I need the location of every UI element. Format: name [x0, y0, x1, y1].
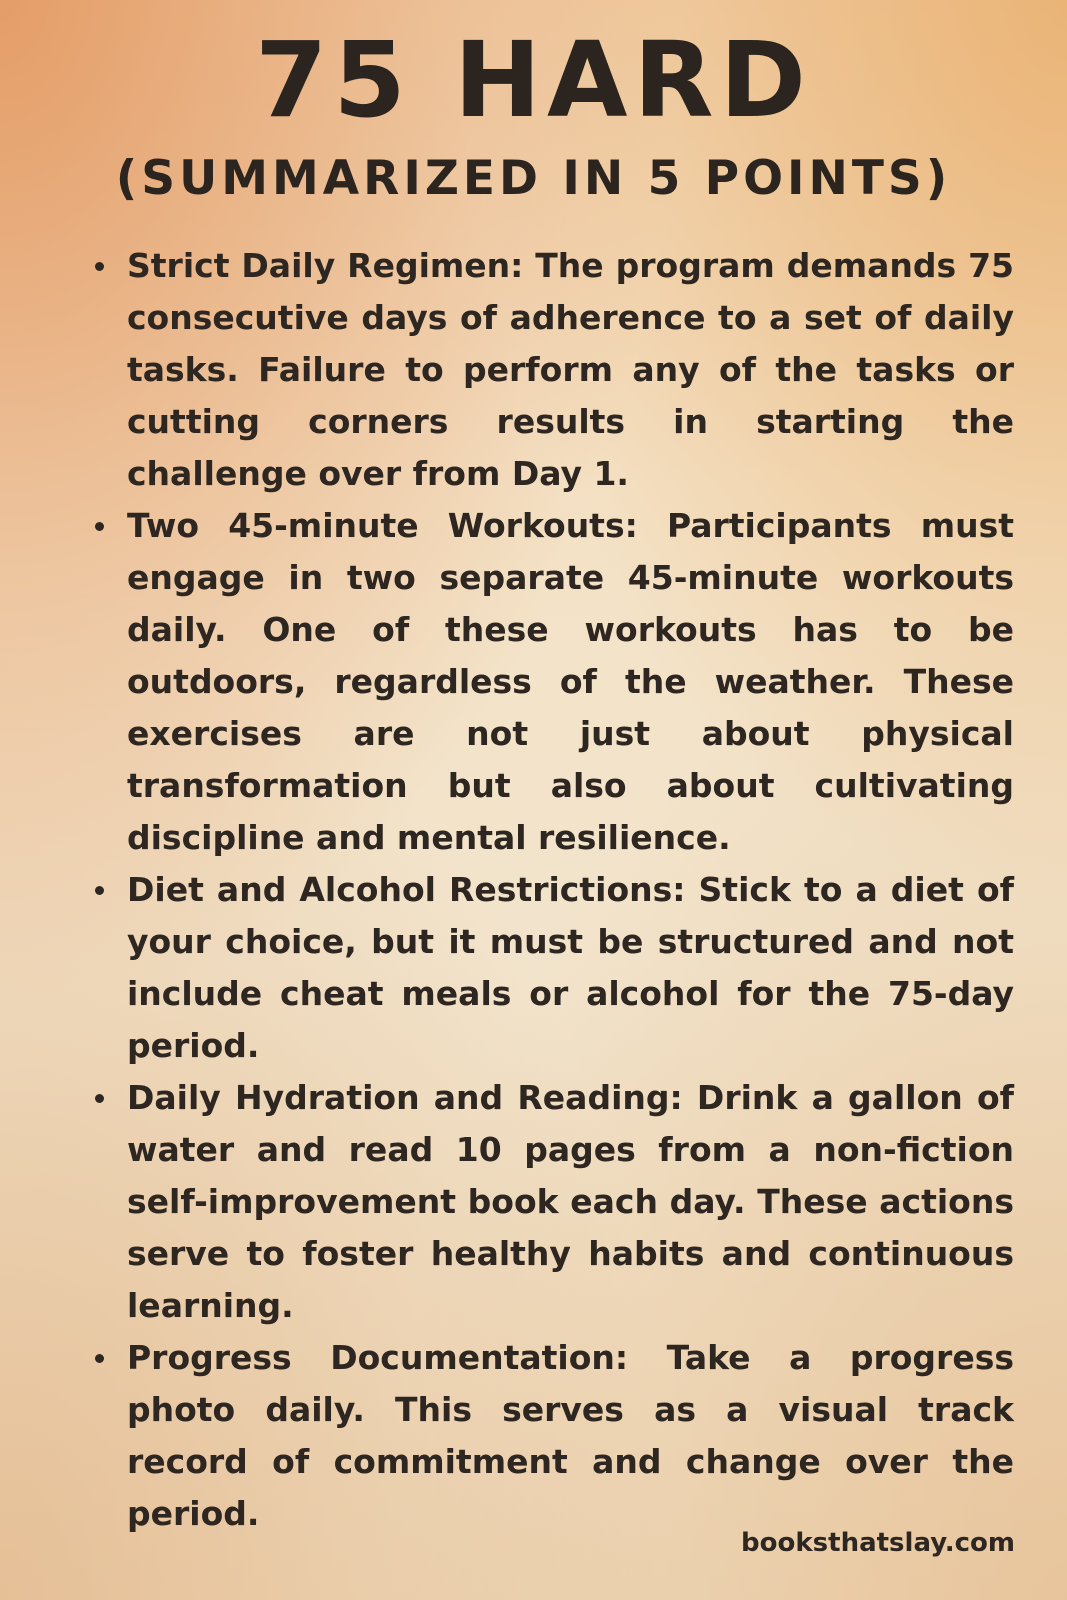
bullet-icon: [95, 1094, 104, 1103]
bullet-icon: [95, 262, 104, 271]
summary-point-5: [90, 1332, 1014, 1540]
summary-point-1: [90, 240, 1014, 500]
summary-point-4: [90, 1072, 1014, 1332]
summary-point-text: Two 45-minute Workouts: Participants must engage in two separate 45-minute workouts daily. One of these workouts has to be outdoors, regardless of the weather. These exercises are not just about physical transformation but also about cultivating discipline and mental resilience.: [127, 506, 1014, 857]
summary-points-list: [90, 240, 1014, 1540]
summary-point-text: Daily Hydration and Reading: Drink a gallon of water and read 10 pages from a non-fiction self-improvement book each day. These actions serve to foster healthy habits and continuous learning.: [127, 1078, 1014, 1325]
summary-point-3: [90, 864, 1014, 1072]
summary-point-text: Diet and Alcohol Restrictions: Stick to a diet of your choice, but it must be structured and not include cheat meals or alcohol for the 75-day period.: [127, 870, 1014, 1065]
bullet-icon: [95, 886, 104, 895]
bullet-icon: [95, 1354, 104, 1363]
bullet-icon: [95, 522, 104, 531]
summary-point-text: Progress Documentation: Take a progress photo daily. This serves as a visual track record of commitment and change over the period.: [127, 1338, 1014, 1533]
summary-point-text: Strict Daily Regimen: The program demands 75 consecutive days of adherence to a set of daily tasks. Failure to perform any of the tasks or cutting corners results in starting the challenge over from Day 1.: [127, 246, 1014, 493]
page-title: 75 HARD: [255, 19, 812, 141]
summary-point-2: [90, 500, 1014, 864]
page-subtitle: (SUMMARIZED IN 5 POINTS): [115, 151, 952, 206]
website-credit: booksthatslay.com: [741, 1528, 1015, 1558]
